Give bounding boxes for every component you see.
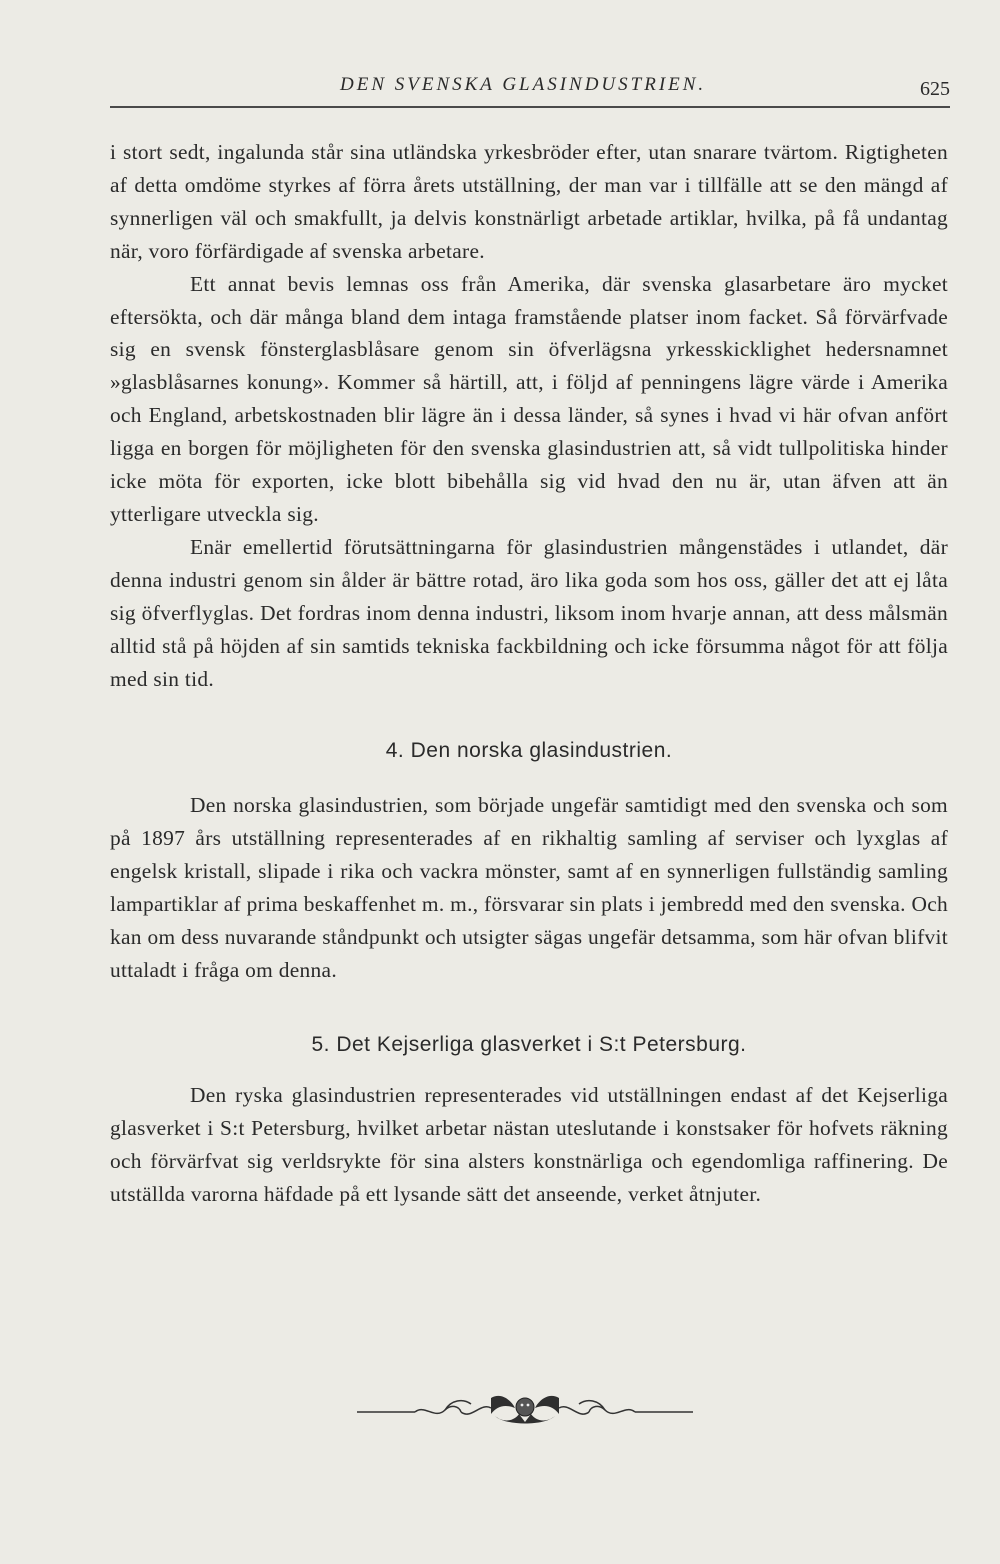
paragraph: Ett annat bevis lemnas oss från Amerika, där svenska glasarbetare äro mycket eftersökta, och där många bland dem intaga framstående platser inom facket. Så förvärfvade sig en svensk fönsterglasblåsare genom sin öfverlägsna yrkesskicklighet hedersnamnet »glasblåsarnes konung». Kommer så härtill, att, i följd af penningens lägre värde i Amerika och England, arbetskostnaden blir lägre än i dessa länder, så synes i hvad vi här ofvan anfört ligga en borgen för möjligheten för den svenska glasindustrien att, så vidt tullpolitiska hinder icke möta för exporten, icke blott bibehålla sig vid hvad den nu är, utan äfven att än ytterligare utveckla sig. <box>110 271 948 526</box>
paragraph: Enär emellertid förutsättningarna för glasindustrien mångenstädes i utlandet, där denna industri genom sin ålder är bättre rotad, äro lika goda som hos oss, gäller det att ej låta sig öfverflyglas. Det fordras inom denna industri, liksom inom hvarje annan, att dess målsmän alltid stå på höjden af sin samtids tekniska fackbildning och icke försumma något för att följa med sin tid. <box>110 534 948 691</box>
paragraph-continued: i stort sedt, ingalunda står sina utländska yrkesbröder efter, utan snarare tvärtom. Rigtigheten af detta omdöme styrkes af förra årets utställning, der man var i tillfälle att se den mängd af synnerligen väl och smakfullt, ja delvis konstnärligt arbetade artiklar, hvilka, på få undantag när, voro förfärdigade af svenska arbetare. <box>110 140 948 263</box>
header-rule <box>110 106 950 108</box>
decorative-tailpiece-icon <box>355 1390 695 1430</box>
section-heading-norska: 4. Den norska glasindustrien. <box>385 739 673 763</box>
running-title: DEN SVENSKA GLASINDUSTRIEN. <box>340 74 707 95</box>
paragraph: Den ryska glasindustrien representerades vid utställningen endast af det Kejserliga glasverket i S:t Petersburg, hvilket arbetar nästan uteslutande i konstsaker för hofvets räkning och förvärfvat sig verldsrykte för sina alsters konstnärliga och egendomliga raffinering. De utställda varorna häfdade på ett lysande sätt det anseende, verket åtnjuter. <box>110 1082 948 1206</box>
page-number: 625 <box>920 78 950 100</box>
running-head <box>110 74 950 104</box>
section-heading-kejserliga: 5. Det Kejserliga glasverket i S:t Petersburg. <box>311 1032 747 1056</box>
paragraph: Den norska glasindustrien, som började ungefär samtidigt med den svenska och som på 1897 års utställning representerades af en rikhaltig samling af serviser och lyxglas af engelsk kristall, slipade i rika och vackra mönster, samt af en synnerligen fullständig samling lampartiklar af prima beskaffenhet m. m., försvarar sin plats i jembredd med den svenska. Och kan om dess nuvarande ståndpunkt och utsigter sägas ungefär detsamma, som här ofvan blifvit uttaladt i fråga om denna. <box>110 793 948 982</box>
body-text <box>110 136 948 1210</box>
